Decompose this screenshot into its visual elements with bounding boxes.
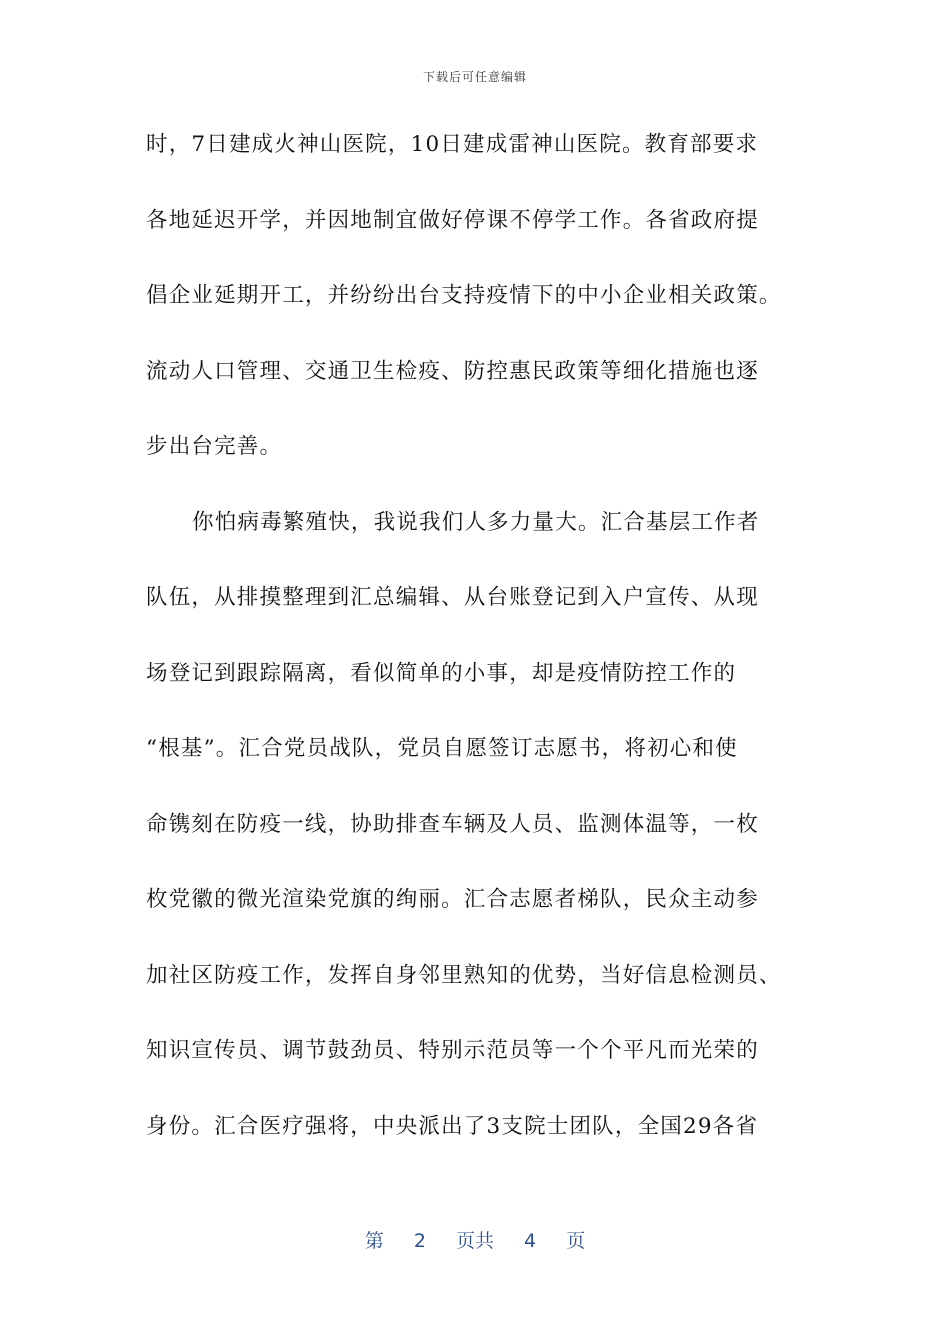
- body-line: 加社区防疫工作，发挥自身邻里熟知的优势，当好信息检测员、: [146, 962, 782, 988]
- footer-middle: 页共: [455, 1230, 494, 1252]
- footer-suffix: 页: [566, 1230, 586, 1252]
- body-line: 队伍，从排摸整理到汇总编辑、从台账登记到入户宣传、从现: [146, 585, 759, 610]
- body-line: 流动人口管理、交通卫生检疫、防控惠民政策等细化措施也逐: [146, 358, 759, 384]
- header-note: 下载后可任意编辑: [422, 70, 527, 84]
- body-line: 身份。汇合医疗强将，中央派出了3支院士团队，全国29各省: [146, 1113, 759, 1139]
- page-footer: [0, 1226, 950, 1253]
- body-line: 场登记到跟踪隔离，看似简单的小事，却是疫情防控工作的: [146, 660, 737, 686]
- body-line: “根基”。汇合党员战队，党员自愿签订志愿书，将初心和使: [146, 736, 738, 761]
- body-line: 命镌刻在防疫一线，协助排查车辆及人员、监测体温等，一枚: [146, 811, 759, 837]
- body-line: 枚党徽的微光渲染党旗的绚丽。汇合志愿者梯队，民众主动参: [146, 887, 759, 912]
- body-line-paragraph-start: 你怕病毒繁殖快，我说我们人多力量大。汇合基层工作者: [192, 509, 760, 535]
- footer-total-pages: 4: [524, 1230, 537, 1252]
- body-line: 时，7日建成火神山医院，10日建成雷神山医院。教育部要求: [146, 132, 759, 157]
- body-line: 步出台完善。: [146, 434, 283, 459]
- footer-prefix: 第: [364, 1230, 384, 1252]
- footer-current-page: 2: [413, 1230, 426, 1252]
- body-line: 倡企业延期开工，并纷纷出台支持疫情下的中小企业相关政策。: [146, 283, 782, 308]
- body-line: 知识宣传员、调节鼓劲员、特别示范员等一个个平凡而光荣的: [146, 1038, 759, 1063]
- body-line: 各地延迟开学，并因地制宜做好停课不停学工作。各省政府提: [146, 207, 759, 233]
- document-body: [146, 127, 806, 1184]
